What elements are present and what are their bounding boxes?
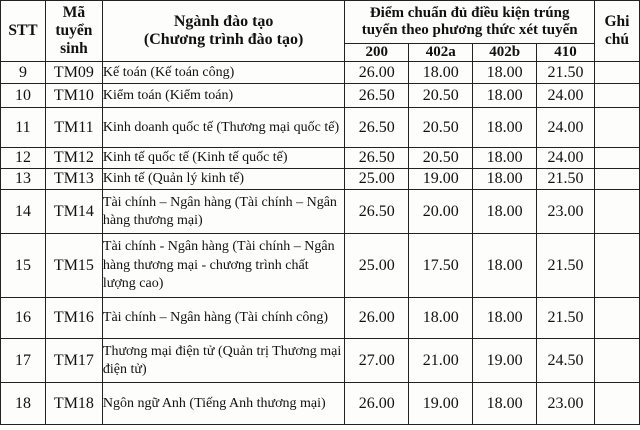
cell-score-402b: 18.00 <box>473 108 537 148</box>
cell-stt: 10 <box>1 84 46 108</box>
cell-major: Ngôn ngữ Anh (Tiếng Anh thương mại) <box>102 383 344 425</box>
cell-stt: 16 <box>1 298 46 339</box>
cell-note <box>594 339 639 383</box>
cell-note <box>594 383 639 425</box>
cell-score-402a: 19.00 <box>409 383 473 425</box>
cell-score-402b: 18.00 <box>473 169 537 190</box>
cell-score-410: 21.50 <box>537 234 595 298</box>
cell-major: Thương mại điện tử (Quản trị Thương mại điện tử) <box>102 339 344 383</box>
header-code: Mã tuyển sinh <box>45 1 102 62</box>
table-row <box>1 339 640 383</box>
cell-stt: 14 <box>1 190 46 234</box>
cell-score-410: 23.00 <box>537 383 595 425</box>
table-row <box>1 62 640 84</box>
cell-note <box>594 190 639 234</box>
header-note: Ghi chú <box>594 1 639 62</box>
cell-note <box>594 169 639 190</box>
cell-major: Tài chính – Ngân hàng (Tài chính công) <box>102 298 344 339</box>
cell-score-402b: 18.00 <box>473 190 537 234</box>
cell-note <box>594 108 639 148</box>
cell-code: TM17 <box>45 339 102 383</box>
cell-major: Kiểm toán (Kiểm toán) <box>102 84 344 108</box>
cell-major: Kinh tế quốc tế (Kinh tế quốc tế) <box>102 148 344 169</box>
cell-score-402a: 18.00 <box>409 298 473 339</box>
cell-score-200: 26.50 <box>345 108 409 148</box>
cell-score-410: 21.50 <box>537 298 595 339</box>
cell-note <box>594 234 639 298</box>
table-row <box>1 234 640 298</box>
cell-score-402a: 20.50 <box>409 148 473 169</box>
cell-score-410: 24.00 <box>537 84 595 108</box>
cell-stt: 12 <box>1 148 46 169</box>
cell-score-402a: 20.50 <box>409 84 473 108</box>
cell-score-200: 26.00 <box>345 62 409 84</box>
cell-score-410: 24.00 <box>537 108 595 148</box>
cell-score-402b: 18.00 <box>473 62 537 84</box>
table-row <box>1 190 640 234</box>
cell-note <box>594 298 639 339</box>
header-method-402b: 402b <box>473 44 537 62</box>
cell-score-200: 26.00 <box>345 383 409 425</box>
cell-score-200: 25.00 <box>345 234 409 298</box>
cell-major: Tài chính - Ngân hàng (Tài chính – Ngân hàng thương mại - chương trình chất lượng cao) <box>102 234 344 298</box>
cell-major: Tài chính – Ngân hàng (Tài chính – Ngân hàng thương mại) <box>102 190 344 234</box>
cell-score-200: 27.00 <box>345 339 409 383</box>
cell-score-402b: 18.00 <box>473 148 537 169</box>
table-row <box>1 108 640 148</box>
header-stt: STT <box>1 1 46 62</box>
cell-code: TM13 <box>45 169 102 190</box>
cell-score-410: 21.50 <box>537 169 595 190</box>
cell-code: TM12 <box>45 148 102 169</box>
cell-code: TM09 <box>45 62 102 84</box>
cell-code: TM10 <box>45 84 102 108</box>
cell-score-402b: 18.00 <box>473 84 537 108</box>
cell-score-410: 24.50 <box>537 339 595 383</box>
cell-score-402a: 17.50 <box>409 234 473 298</box>
cell-score-410: 21.50 <box>537 62 595 84</box>
header-method-402a: 402a <box>409 44 473 62</box>
header-row <box>1 1 640 44</box>
cell-score-200: 26.00 <box>345 298 409 339</box>
cell-score-200: 25.00 <box>345 169 409 190</box>
cell-score-402b: 18.00 <box>473 383 537 425</box>
table-row <box>1 84 640 108</box>
cell-score-410: 24.00 <box>537 148 595 169</box>
cell-stt: 17 <box>1 339 46 383</box>
cell-stt: 13 <box>1 169 46 190</box>
cell-score-402a: 21.00 <box>409 339 473 383</box>
cell-score-402b: 18.00 <box>473 234 537 298</box>
cell-score-402b: 19.00 <box>473 339 537 383</box>
cell-code: TM14 <box>45 190 102 234</box>
cell-stt: 18 <box>1 383 46 425</box>
cell-score-402a: 20.00 <box>409 190 473 234</box>
table-row <box>1 148 640 169</box>
cell-code: TM16 <box>45 298 102 339</box>
cell-score-200: 26.50 <box>345 148 409 169</box>
header-score-group: Điểm chuẩn đủ điều kiện trúng tuyển theo phương thức xét tuyển <box>345 1 595 44</box>
cell-major: Kinh tế (Quản lý kinh tế) <box>102 169 344 190</box>
table-row <box>1 383 640 425</box>
cell-score-200: 26.50 <box>345 84 409 108</box>
cell-major: Kế toán (Kế toán công) <box>102 62 344 84</box>
cell-score-402a: 20.50 <box>409 108 473 148</box>
cell-stt: 11 <box>1 108 46 148</box>
cell-stt: 9 <box>1 62 46 84</box>
cell-code: TM11 <box>45 108 102 148</box>
header-method-200: 200 <box>345 44 409 62</box>
cell-score-402a: 18.00 <box>409 62 473 84</box>
cell-score-410: 23.00 <box>537 190 595 234</box>
cell-note <box>594 148 639 169</box>
cell-code: TM15 <box>45 234 102 298</box>
header-method-410: 410 <box>537 44 595 62</box>
table-row <box>1 298 640 339</box>
cell-score-200: 26.50 <box>345 190 409 234</box>
cell-stt: 15 <box>1 234 46 298</box>
cell-major: Kinh doanh quốc tế (Thương mại quốc tế) <box>102 108 344 148</box>
cell-code: TM18 <box>45 383 102 425</box>
cell-note <box>594 84 639 108</box>
cell-score-402a: 19.00 <box>409 169 473 190</box>
header-major: Ngành đào tạo (Chương trình đào tạo) <box>102 1 344 62</box>
table-row <box>1 169 640 190</box>
cell-score-402b: 18.00 <box>473 298 537 339</box>
cell-note <box>594 62 639 84</box>
